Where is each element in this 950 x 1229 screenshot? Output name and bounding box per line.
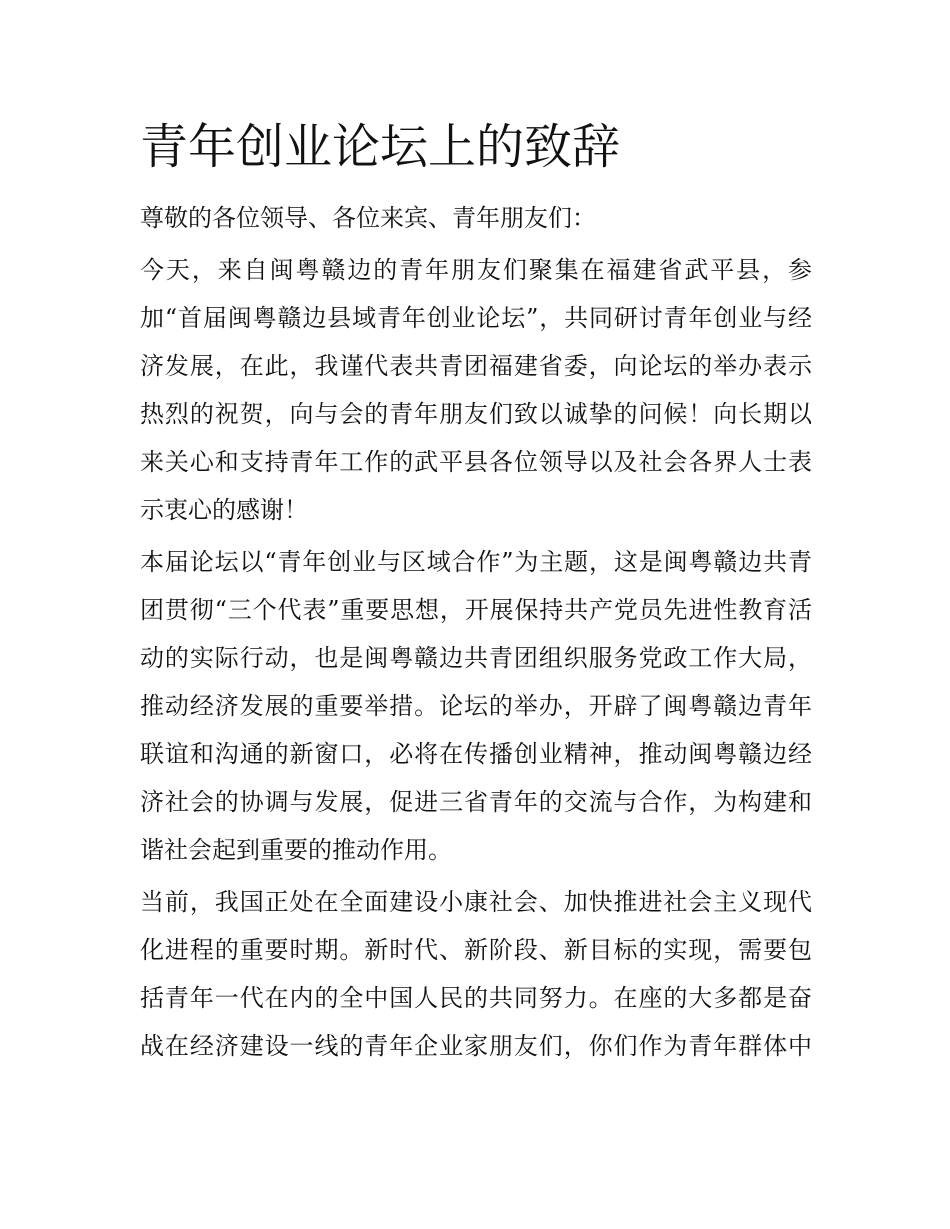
paragraph-2 (140, 538, 812, 874)
paragraph-1 (140, 246, 812, 534)
paragraph-line: 来关心和支持青年工作的武平县各位领导以及社会各界人士表 (140, 448, 812, 476)
paragraph-line: 团贯彻“三个代表”重要思想，开展保持共产党员先进性教育活 (140, 596, 812, 624)
paragraph-line: 谐社会起到重要的推动作用。 (140, 836, 452, 864)
paragraph-line: 今天，来自闽粤赣边的青年朋友们聚集在福建省武平县，参 (140, 256, 812, 284)
document-body (140, 110, 812, 1074)
paragraph-line: 热烈的祝贺，向与会的青年朋友们致以诚挚的问候！向长期以 (140, 400, 812, 428)
paragraph-line: 化进程的重要时期。新时代、新阶段、新目标的实现，需要包 (140, 936, 812, 964)
paragraph-line: 战在经济建设一线的青年企业家朋友们，你们作为青年群体中 (140, 1032, 812, 1060)
paragraph-line: 本届论坛以“青年创业与区域合作”为主题，这是闽粤赣边共青 (140, 548, 812, 576)
salutation (140, 194, 812, 242)
paragraph-3 (140, 878, 812, 1070)
paragraph-line: 示衷心的感谢！ (140, 496, 308, 524)
document-title: 青年创业论坛上的致辞 (140, 119, 621, 175)
paragraph-line: 推动经济发展的重要举措。论坛的举办，开辟了闽粤赣边青年 (140, 692, 812, 720)
paragraph-line: 济社会的协调与发展，促进三省青年的交流与合作，为构建和 (140, 788, 812, 816)
salutation-line: 尊敬的各位领导、各位来宾、青年朋友们： (140, 204, 596, 232)
paragraph-line: 济发展，在此，我谨代表共青团福建省委，向论坛的举办表示 (140, 352, 812, 380)
paragraph-line: 括青年一代在内的全中国人民的共同努力。在座的大多都是奋 (140, 984, 812, 1012)
paragraph-line: 当前，我国正处在全面建设小康社会、加快推进社会主义现代 (140, 888, 812, 916)
paragraph-line: 联谊和沟通的新窗口，必将在传播创业精神，推动闽粤赣边经 (140, 740, 812, 768)
paragraph-line: 加“首届闽粤赣边县域青年创业论坛”，共同研讨青年创业与经 (140, 304, 812, 332)
paragraph-line: 动的实际行动，也是闽粤赣边共青团组织服务党政工作大局， (140, 644, 812, 672)
